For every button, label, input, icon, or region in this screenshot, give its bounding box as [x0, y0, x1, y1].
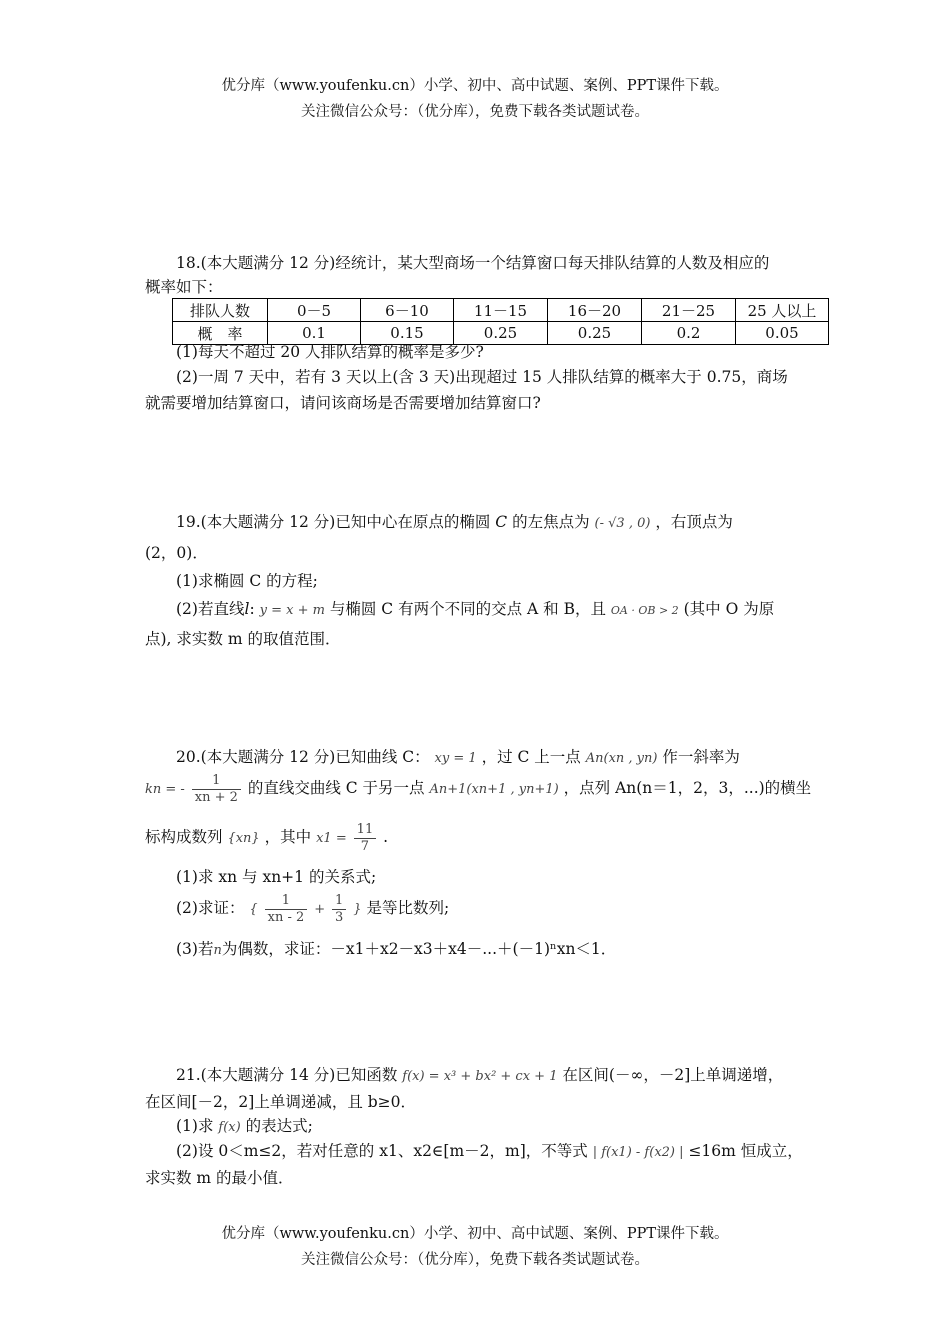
table-cell: 0.2 — [642, 322, 736, 345]
fraction-numerator: 11 — [354, 822, 377, 839]
brace-close: } — [353, 902, 362, 918]
q21-sub-2c: 求实数 m 的最小值． — [145, 1169, 294, 1187]
table-cell: 0.05 — [736, 322, 829, 345]
x1-fraction — [354, 822, 377, 854]
q19-line-1 — [176, 513, 841, 532]
sub2-fraction-1 — [265, 893, 308, 925]
q20-sub-2 — [176, 893, 841, 925]
table-cell: 0－5 — [268, 299, 361, 322]
q20-text: 为偶数，求证：－x1＋x2－x3＋x4－...＋(－1)ⁿxn＜1． — [221, 940, 617, 958]
q20-text: 作一斜率为 — [662, 748, 740, 766]
fraction-numerator: 1 — [192, 773, 241, 790]
q20-text: . — [383, 828, 389, 847]
q20-text: 20.(本大题满分 12 分)已知曲线 C： — [176, 748, 430, 766]
point-an-formula: An(xn , yn) — [585, 751, 658, 766]
q21-line-1 — [176, 1066, 841, 1085]
q18-sub-2b: 就需要增加结算窗口，请问该商场是否需要增加结算窗口? — [145, 394, 541, 412]
fraction-denominator: xn + 2 — [194, 789, 238, 805]
q18-sub-1: (1)每天不超过 20 人排队结算的概率是多少? — [176, 343, 484, 361]
ellipse-symbol: C — [495, 513, 508, 531]
q21-sub-1 — [176, 1117, 841, 1136]
q18-sub-2a: (2)一周 7 天中，若有 3 天以上(含 3 天)出现超过 15 人排队结算的概率大于 0.75，商场 — [176, 368, 788, 386]
q21-text: 在区间(－∞，－2]上单调递增， — [562, 1066, 784, 1084]
fx-formula: f(x) — [218, 1120, 241, 1135]
left-focus-formula: (- √3 , 0) — [594, 516, 651, 531]
fraction-denominator: xn - 2 — [267, 909, 305, 925]
q20-text: ，其中 — [264, 828, 312, 847]
probability-table — [172, 298, 829, 345]
q21-text: (2)设 0＜m≤2，若对任意的 x1、x2∈[m－2，m]，不等式 — [176, 1142, 588, 1160]
q21-text: (1)求 — [176, 1117, 214, 1135]
q18-line-2: 概率如下： — [145, 278, 223, 296]
dot-product-formula: OA · OB > 2 — [610, 604, 679, 617]
header-line-2: 关注微信公众号：（优分库），免费下载各类试题试卷。 — [301, 104, 649, 120]
fraction-numerator: 1 — [332, 893, 346, 910]
table-cell: 0.15 — [361, 322, 454, 345]
table-row — [173, 299, 829, 322]
q21-line-2: 在区间[－2，2]上单调递减，且 b≥0． — [145, 1093, 417, 1111]
table-cell: 25 人以上 — [736, 299, 829, 322]
table-cell: 概 率 — [173, 322, 268, 345]
table-cell: 0.25 — [548, 322, 642, 345]
q19-line-2: (2，0)． — [145, 544, 208, 562]
q20-sub-3 — [176, 940, 841, 959]
x1-formula: x1 = — [316, 831, 347, 847]
table-cell: 排队人数 — [173, 299, 268, 322]
q21-sub-2 — [176, 1142, 841, 1161]
slope-fraction — [192, 773, 241, 805]
q19-text: (2)若直线 — [176, 600, 245, 618]
q19-text: ，右顶点为 — [655, 513, 733, 531]
q20-text: 的直线交曲线 C 于另一点 — [247, 779, 425, 798]
q19-text: 19.(本大题满分 12 分)已知中心在原点的椭圆 — [176, 513, 491, 531]
header-line-1: 优分库（www.youfenku.cn）小学、初中、高中试题、案例、PPT课件下载。 — [221, 78, 729, 94]
q20-line-3 — [145, 822, 810, 854]
fraction-denominator: 3 — [335, 909, 344, 925]
fraction-numerator: 1 — [265, 893, 308, 910]
fraction-denominator: 7 — [360, 838, 370, 854]
q20-text: 是等比数列; — [366, 899, 450, 918]
point-an1-formula: An+1(xn+1 , yn+1) — [429, 782, 559, 798]
inequality-formula: | f(x1) - f(x2) | — [592, 1145, 684, 1160]
q20-line-2 — [145, 773, 810, 805]
q21-text: 的表达式; — [245, 1117, 313, 1135]
table-cell: 11－15 — [454, 299, 548, 322]
q20-text: (2)求证： — [176, 899, 245, 918]
table-cell: 21－25 — [642, 299, 736, 322]
plus-sign: + — [314, 902, 326, 918]
q20-text: ，点列 An(n＝1，2，3，...)的横坐 — [563, 779, 812, 798]
function-formula: f(x) = x³ + bx² + cx + 1 — [402, 1069, 558, 1084]
q19-sub-2e: 点), 求实数 m 的取值范围． — [145, 630, 341, 648]
n-symbol: n — [213, 943, 222, 958]
q19-text: 的左焦点为 — [512, 513, 590, 531]
line-symbol: l — [244, 600, 250, 618]
q18-line-1: 18.(本大题满分 12 分)经统计，某大型商场一个结算窗口每天排队结算的人数及相应的 — [176, 254, 770, 272]
footer-line-1: 优分库（www.youfenku.cn）小学、初中、高中试题、案例、PPT课件下载。 — [221, 1226, 729, 1242]
sequence-formula: {xn} — [227, 831, 260, 847]
q19-sub-1: (1)求椭圆 C 的方程; — [176, 572, 318, 590]
table-row — [173, 322, 829, 345]
q20-text: ，过 C 上一点 — [481, 748, 581, 766]
footer-line-2: 关注微信公众号：（优分库），免费下载各类试题试卷。 — [301, 1252, 649, 1268]
q20-text: (3)若 — [176, 940, 214, 958]
q19-text: (其中 O 为原 — [683, 600, 775, 618]
slope-formula: kn = - — [145, 782, 185, 798]
q20-line-1 — [176, 748, 841, 767]
q21-text: 21.(本大题满分 14 分)已知函数 — [176, 1066, 398, 1084]
table-cell: 0.1 — [268, 322, 361, 345]
q21-text: ≤16m 恒成立， — [688, 1142, 803, 1160]
q20-text: 标构成数列 — [145, 828, 223, 847]
brace-open: { — [249, 902, 258, 918]
curve-formula: xy = 1 — [434, 751, 477, 766]
sub2-fraction-2 — [332, 893, 346, 925]
table-cell: 0.25 — [454, 322, 548, 345]
q20-sub-1: (1)求 xn 与 xn+1 的关系式; — [176, 868, 377, 886]
q19-text: : — [249, 600, 255, 618]
table-cell: 6－10 — [361, 299, 454, 322]
q19-text: 与椭圆 C 有两个不同的交点 A 和 B，且 — [329, 600, 606, 618]
table-cell: 16－20 — [548, 299, 642, 322]
q19-sub-2 — [176, 600, 841, 619]
line-equation-formula: y = x + m — [259, 603, 325, 618]
